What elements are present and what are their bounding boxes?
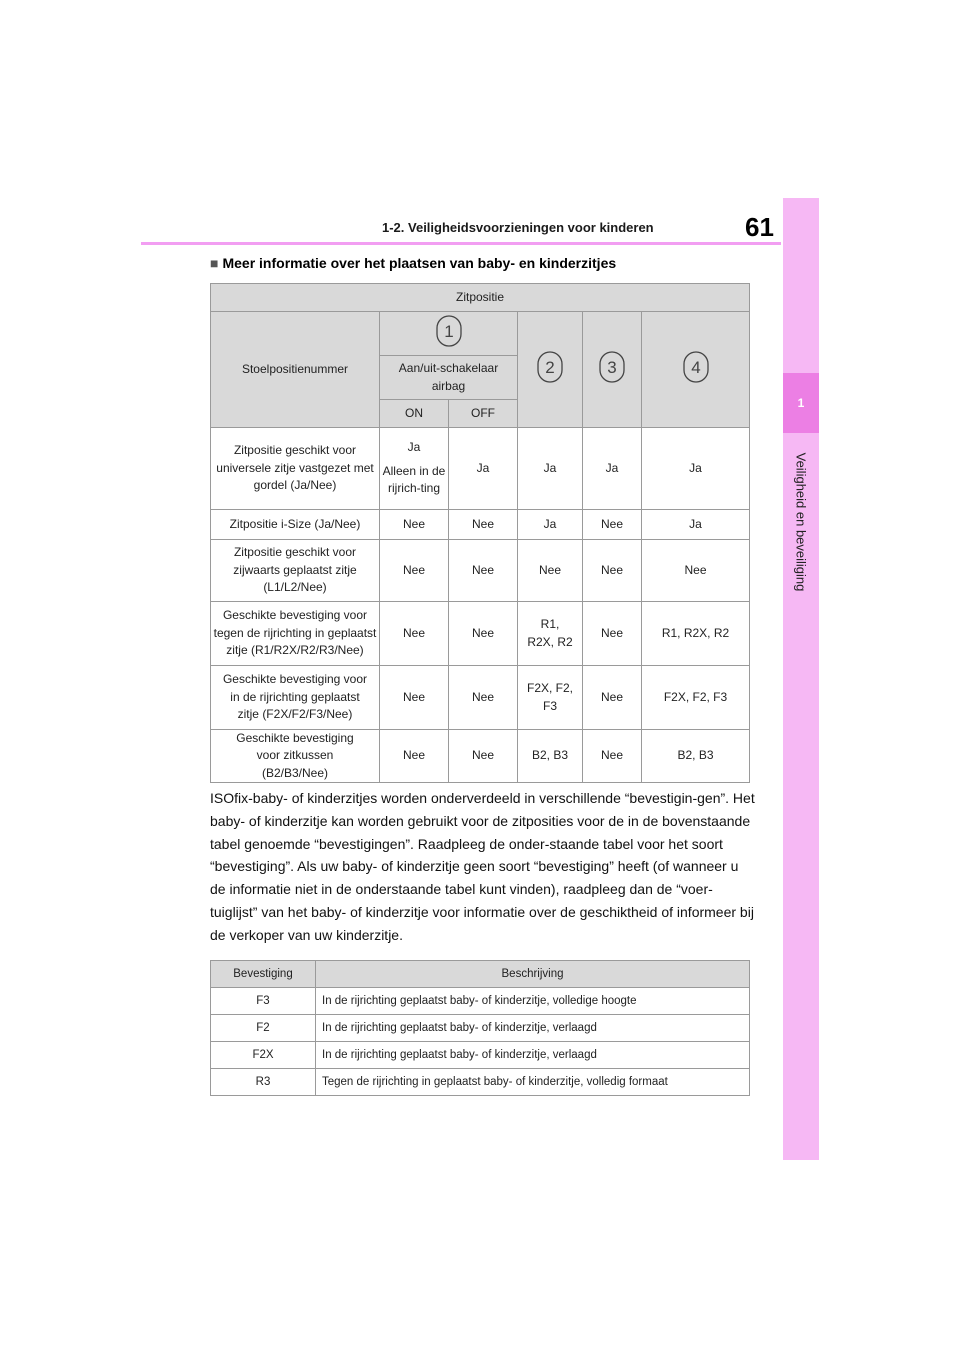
seat-4-number: 4 [690, 357, 701, 377]
chapter-side-tab [783, 198, 819, 1160]
table-title-cell: Zitpositie [211, 284, 750, 312]
airbag-on-label: ON [380, 400, 449, 428]
seat-number-1 [380, 312, 518, 356]
cell-on: Nee [380, 666, 449, 730]
seat-1-number: 1 [443, 321, 454, 341]
cell-off: Nee [449, 540, 518, 602]
cell-seat-3: Nee [583, 666, 642, 730]
cell-seat-2: B2, B3 [518, 730, 583, 783]
cell-on: Nee [380, 510, 449, 540]
row-label: Geschikte bevestiging voor tegen de rijrichting in geplaatst zitje (R1/R2X/R2/R3/Nee) [211, 602, 380, 666]
cell-seat-3: Nee [583, 510, 642, 540]
fixture-table [210, 960, 750, 1096]
cell-seat-2: Ja [518, 510, 583, 540]
seat-1-icon [436, 315, 462, 347]
cell-off: Nee [449, 510, 518, 540]
cell-seat-4: Nee [642, 540, 750, 602]
seat-position-table [210, 283, 750, 783]
cell-seat-2: Ja [518, 428, 583, 510]
table-row [211, 602, 750, 666]
row-label: Zitpositie i-Size (Ja/Nee) [211, 510, 380, 540]
cell-off: Ja [449, 428, 518, 510]
fixture-code: F3 [211, 988, 316, 1015]
table-header-row [211, 961, 750, 988]
cell-on: Nee [380, 602, 449, 666]
seat-3-number: 3 [607, 357, 617, 377]
fixture-description: In de rijrichting geplaatst baby- of kinderzitje, verlaagd [316, 1042, 750, 1069]
square-bullet-icon: ■ [210, 255, 219, 271]
cell-seat-4: B2, B3 [642, 730, 750, 783]
cell-on: Nee [380, 540, 449, 602]
cell-off: Nee [449, 666, 518, 730]
body-paragraph: ISOfix-baby- of kinderzitjes worden onderverdeeld in verschillende “bevestigin-gen”. Het baby- of kinderzitje kan worden gebruikt voor de zitposities voor de in de bovenstaande tabel genoemde “bevestigingen”. Raadpleeg de onder-staande tabel voor het soort “bevestiging”. Als uw baby- of kinderzitje geen soort “bevestiging” heeft (of wanneer u de informatie niet in de onderstaande tabel kunt vinden), raadpleeg dan de “voer-tuiglijst” van het baby- of kinderzitje voor informatie over de geschiktheid of informeer bij de verkoper van uw kinderzitje. [210, 790, 755, 943]
seat-4-icon [683, 351, 709, 383]
table-row [211, 1015, 750, 1042]
airbag-off-label: OFF [449, 400, 518, 428]
fixture-code: F2X [211, 1042, 316, 1069]
page-number: 61 [745, 212, 774, 242]
chapter-label: Veiligheid en beveiliging [793, 452, 809, 592]
cell-seat-4: F2X, F2, F3 [642, 666, 750, 730]
cell-seat-3: Nee [583, 602, 642, 666]
section-title: 1-2. Veiligheidsvoorzieningen voor kinderen [382, 220, 654, 235]
chapter-number-box [783, 373, 819, 433]
cell-on-note: Alleen in de rijrich-ting [382, 463, 446, 496]
cell-seat-4: R1, R2X, R2 [642, 602, 750, 666]
cell-seat-4: Ja [642, 510, 750, 540]
airbag-switch-label: Aan/uit-schakelaar airbag [380, 356, 518, 400]
cell-seat-3: Ja [583, 428, 642, 510]
row-label: Geschikte bevestiging voor zitkussen (B2/B3/Nee) [211, 730, 380, 783]
fixture-description: In de rijrichting geplaatst baby- of kinderzitje, verlaagd [316, 1015, 750, 1042]
column-header-description: Beschrijving [316, 961, 750, 988]
cell-off: Nee [449, 602, 518, 666]
seat-3-icon [599, 351, 625, 383]
seat-2-number: 2 [545, 357, 555, 377]
fixture-code: R3 [211, 1069, 316, 1096]
table-row [211, 510, 750, 540]
table-row [211, 428, 750, 510]
cell-seat-2: F2X, F2, F3 [518, 666, 583, 730]
fixture-code: F2 [211, 1015, 316, 1042]
cell-seat-4: Ja [642, 428, 750, 510]
table-row [211, 1069, 750, 1096]
header-rule [141, 242, 781, 245]
cell-off: Nee [449, 730, 518, 783]
table-row [211, 730, 750, 783]
fixture-description: Tegen de rijrichting in geplaatst baby- of kinderzitje, volledig formaat [316, 1069, 750, 1096]
seat-2-icon [537, 351, 563, 383]
seat-number-2 [518, 312, 583, 428]
row-label: Geschikte bevestiging voor in de rijrichting geplaatst zitje (F2X/F2/F3/Nee) [211, 666, 380, 730]
seat-number-label: Stoelpositienummer [211, 312, 380, 428]
chapter-number: 1 [797, 396, 805, 410]
cell-seat-2: R1, R2X, R2 [518, 602, 583, 666]
table-row [211, 988, 750, 1015]
column-header-code: Bevestiging [211, 961, 316, 988]
cell-seat-3: Nee [583, 540, 642, 602]
cell-on [380, 428, 449, 510]
seat-number-4 [642, 312, 750, 428]
section-heading [210, 255, 616, 271]
row-label: Zitpositie geschikt voor universele zitje vastgezet met gordel (Ja/Nee) [211, 428, 380, 510]
cell-on-value: Ja [407, 440, 421, 455]
cell-seat-2: Nee [518, 540, 583, 602]
row-label: Zitpositie geschikt voor zijwaarts geplaatst zitje (L1/L2/Nee) [211, 540, 380, 602]
seat-number-3 [583, 312, 642, 428]
table-row [211, 666, 750, 730]
table-row [211, 1042, 750, 1069]
fixture-description: In de rijrichting geplaatst baby- of kinderzitje, volledige hoogte [316, 988, 750, 1015]
table-row [211, 540, 750, 602]
section-heading-text: Meer informatie over het plaatsen van baby- en kinderzitjes [222, 255, 617, 271]
cell-on: Nee [380, 730, 449, 783]
cell-seat-3: Nee [583, 730, 642, 783]
